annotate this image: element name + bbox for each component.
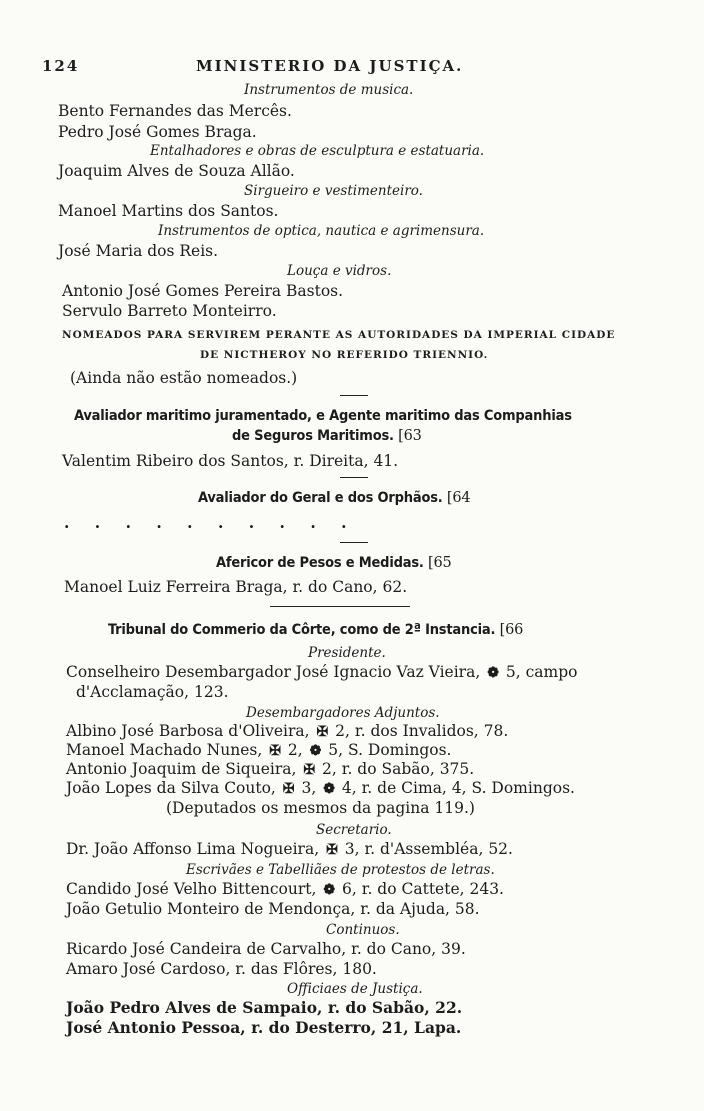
list-item-continuation: d'Acclamação, 123. xyxy=(76,683,229,701)
section-title-text: Avaliador do Geral e dos Orphãos. xyxy=(198,490,443,506)
section-title xyxy=(108,621,523,639)
list-item: Antonio José Gomes Pereira Bastos. xyxy=(62,282,344,300)
list-item: Conselheiro Desembargador José Ignacio Vaz Vieira, ❁ 5, campo xyxy=(66,663,578,681)
list-item: Joaquim Alves de Souza Allão. xyxy=(58,162,295,180)
section-divider xyxy=(340,542,368,543)
order-cross-icon: ✠ xyxy=(326,842,338,858)
section-title-text: Afericor de Pesos e Medidas. xyxy=(216,555,424,571)
order-cross-icon: ✠ xyxy=(303,762,316,778)
nomeados-note: (Ainda não estão nomeados.) xyxy=(70,369,298,387)
nomeados-line-2: DE NICTHEROY NO REFERIDO TRIENNIO. xyxy=(200,349,489,361)
section-heading: Sirgueiro e vestimenteiro. xyxy=(244,183,423,199)
list-item: Antonio Joaquim de Siqueira, ✠ 2, r. do Sabão, 375. xyxy=(66,760,475,778)
section-heading: Secretario. xyxy=(316,822,392,838)
list-item: Ricardo José Candeira de Carvalho, r. do Cano, 39. xyxy=(66,940,466,958)
list-item: Bento Fernandes das Mercês. xyxy=(58,102,292,120)
section-ref: [66 xyxy=(499,622,524,638)
section-heading: Entalhadores e obras de esculptura e estatuaria. xyxy=(150,143,485,159)
list-item: Manoel Luiz Ferreira Braga, r. do Cano, 62. xyxy=(64,578,408,596)
section-ref: [65 xyxy=(428,555,452,571)
order-cross-icon: ✠ xyxy=(316,724,329,740)
rose-order-icon: ❁ xyxy=(323,882,336,898)
section-title xyxy=(216,554,452,572)
list-item: José Maria dos Reis. xyxy=(58,242,219,260)
list-item: Servulo Barreto Monteirro. xyxy=(62,302,277,320)
list-item: Candido José Velho Bittencourt, ❁ 6, r. do Cattete, 243. xyxy=(66,880,504,898)
list-item: Albino José Barbosa d'Oliveira, ✠ 2, r. dos Invalidos, 78. xyxy=(66,722,509,740)
running-title: MINISTERIO DA JUSTIÇA. xyxy=(196,57,464,75)
list-item: João Lopes da Silva Couto, ✠ 3, ❁ 4, r. de Cima, 4, S. Domingos. xyxy=(66,779,575,797)
section-heading: Desembargadores Adjuntos. xyxy=(246,705,440,721)
section-title-text: Tribunal do Commerio da Côrte, como de 2ª Instancia. xyxy=(108,622,496,638)
section-ref: [64 xyxy=(446,490,471,506)
rose-order-icon: ❁ xyxy=(323,781,335,797)
section-ref: [63 xyxy=(398,428,422,444)
nomeados-line-1: NOMEADOS PARA SERVIREM PERANTE AS AUTORIDADES DA IMPERIAL CIDADE xyxy=(62,329,616,341)
list-item: Manoel Machado Nunes, ✠ 2, ❁ 5, S. Domingos. xyxy=(66,741,452,759)
list-item: João Pedro Alves de Sampaio, r. do Sabão, 22. xyxy=(66,998,463,1017)
section-divider xyxy=(340,395,368,396)
list-item: José Antonio Pessoa, r. do Desterro, 21, Lapa. xyxy=(66,1018,462,1037)
list-item: Valentim Ribeiro dos Santos, r. Direita, 41. xyxy=(62,452,399,470)
section-heading: Louça e vidros. xyxy=(287,263,392,279)
section-heading: Escrivães e Tabelliães de protestos de letras. xyxy=(186,862,495,878)
section-title-text: de Seguros Maritimos. xyxy=(232,428,394,444)
section-title xyxy=(232,427,422,445)
list-item: Manoel Martins dos Santos. xyxy=(58,202,279,220)
section-heading: Instrumentos de musica. xyxy=(244,82,414,98)
section-heading: Continuos. xyxy=(326,922,400,938)
section-divider xyxy=(270,606,410,607)
deputados-note: (Deputados os mesmos da pagina 119.) xyxy=(166,799,475,817)
section-heading: Instrumentos de optica, nautica e agrimensura. xyxy=(158,223,485,239)
list-item: João Getulio Monteiro de Mendonça, r. da Ajuda, 58. xyxy=(66,900,480,918)
list-item: Dr. João Affonso Lima Nogueira, ✠ 3, r. d'Assembléa, 52. xyxy=(66,840,513,858)
leader-dots: . . . . . . . . . . xyxy=(64,513,357,532)
rose-order-icon: ❁ xyxy=(309,743,322,759)
page-number: 124 xyxy=(42,57,80,75)
order-cross-icon: ✠ xyxy=(282,781,295,797)
rose-order-icon: ❁ xyxy=(487,665,499,681)
section-title xyxy=(198,489,470,507)
list-item: Pedro José Gomes Braga. xyxy=(58,123,257,141)
section-heading: Officiaes de Justiça. xyxy=(287,981,423,997)
section-heading: Presidente. xyxy=(308,645,386,661)
section-divider xyxy=(340,477,368,478)
section-title: Avaliador maritimo juramentado, e Agente maritimo das Companhias xyxy=(74,408,572,424)
order-cross-icon: ✠ xyxy=(269,743,281,759)
list-item: Amaro José Cardoso, r. das Flôres, 180. xyxy=(66,960,377,978)
